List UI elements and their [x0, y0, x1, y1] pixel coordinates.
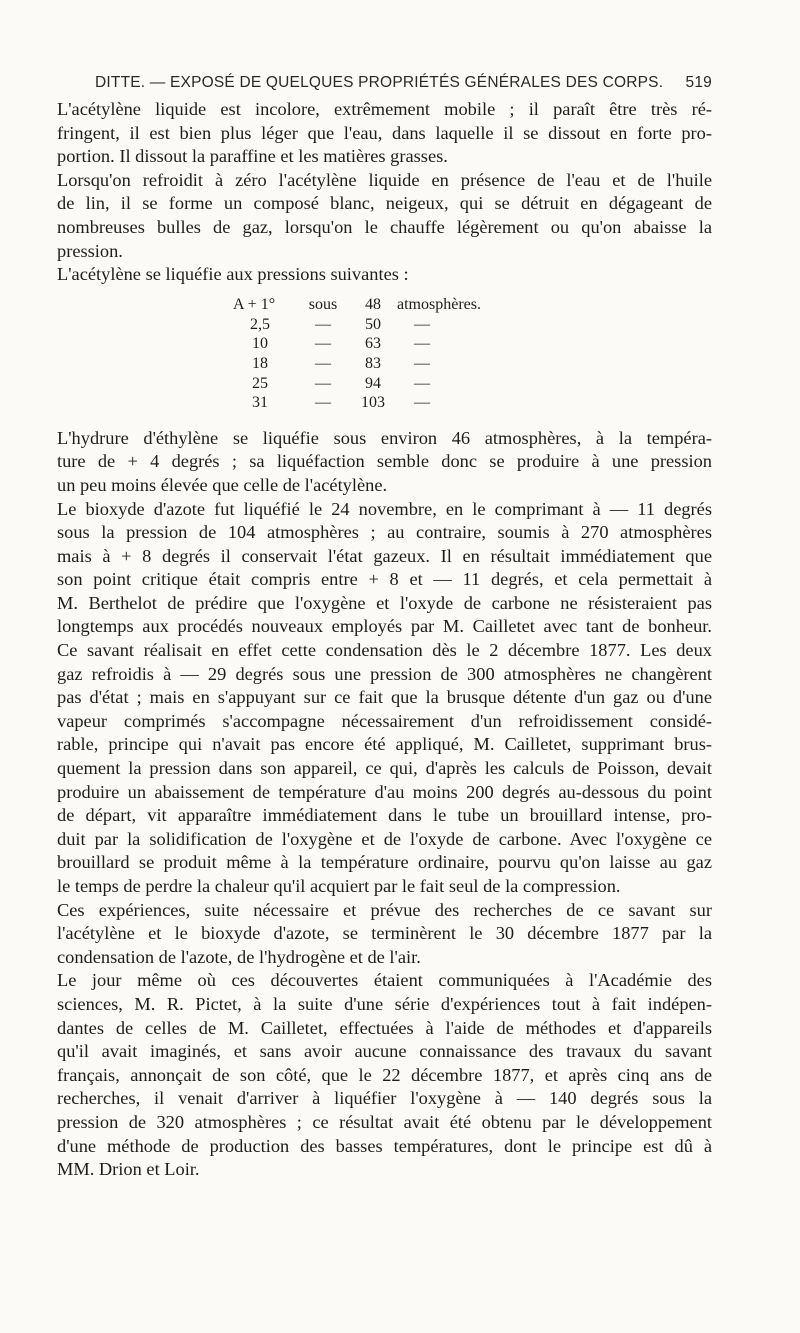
paragraph	[57, 899, 712, 970]
pressure-table	[57, 295, 712, 413]
running-head	[57, 74, 712, 98]
temp-cell: 10	[252, 335, 268, 353]
text-line: Le jour même où ces découvertes étaient communiquées à l'Académie des	[57, 970, 712, 991]
temp-cell: 2,5	[250, 315, 270, 333]
text-line: d'une méthode de production des basses températures, dont le principe est dû à	[57, 1135, 712, 1156]
paragraph	[57, 498, 712, 899]
paragraph	[57, 969, 712, 1181]
text-line: Ces expériences, suite nécessaire et prévue des recherches de ce savant sur	[57, 899, 712, 920]
text-line: le temps de perdre la chaleur qu'il acquiert par le fait seul de la compression.	[57, 876, 621, 896]
text-line: de lin, il se forme un composé blanc, neigeux, qui se détruit en dégageant de	[57, 193, 712, 214]
text-line: qu'il avait imaginés, et sans avoir aucune connaissance des travaux du savant	[57, 1041, 712, 1062]
text-line: recherches, il venait d'arriver à liquéfier l'oxygène à — 140 degrés sous la	[57, 1088, 712, 1109]
text-line: condensation de l'azote, de l'hydrogène et de l'air.	[57, 946, 421, 967]
sep-cell: —	[315, 394, 331, 412]
pressure-table-row	[57, 334, 712, 354]
pressure-table-row	[57, 393, 712, 413]
ditto-cell: —	[414, 335, 430, 353]
ditto-cell: —	[414, 394, 430, 412]
text-line: pas d'état ; mais en s'appuyant sur ce fait que la brusque détente d'un gaz ou d'une	[57, 687, 712, 708]
sep-cell: —	[315, 335, 331, 353]
text-line: son point critique était compris entre + 8 et — 11 degrés, et cela permettait à	[57, 569, 712, 590]
text-line: pression de 320 atmosphères ; ce résultat avait été obtenu par le développement	[57, 1111, 712, 1132]
text-line: produire un abaissement de température d'au moins 200 degrés au-dessous du point	[57, 781, 712, 802]
text-line: quement la pression dans son appareil, ce qui, d'après les calculs de Poisson, devait	[57, 758, 712, 779]
temp-cell: 18	[252, 354, 268, 372]
paragraph	[57, 169, 712, 263]
pressure-table-header	[57, 295, 712, 315]
text-line: français, annonçait de son côté, que le 22 décembre 1877, et après cinq ans de	[57, 1064, 712, 1085]
sep-head: sous	[308, 295, 338, 313]
text-line: mais à + 8 degrés il conservait l'état gazeux. Il en résultait immédiatement que	[57, 545, 712, 566]
text-line: longtemps aux procédés nouveaux employés par M. Cailletet avec tant de bonheur.	[57, 616, 712, 637]
text-line: portion. Il dissout la paraffine et les matières grasses.	[57, 146, 448, 167]
temp-cell: 31	[252, 394, 268, 412]
running-title: DITTE. — EXPOSÉ DE QUELQUES PROPRIÉTÉS GÉNÉRALES DES CORPS.	[95, 74, 664, 91]
pressure-cell: 50	[365, 315, 381, 333]
unit-head: atmosphères.	[397, 295, 481, 313]
paragraph	[57, 98, 712, 169]
ditto-cell: —	[414, 374, 430, 392]
pressure-table-rows	[57, 315, 712, 413]
pressure-table-row	[57, 315, 712, 335]
sep-cell: —	[315, 315, 331, 333]
text-line: L'acétylène se liquéfie aux pressions suivantes :	[57, 264, 409, 285]
text-line: MM. Drion et Loir.	[57, 1159, 200, 1180]
paragraph	[57, 263, 712, 287]
text-line: sous la pression de 104 atmosphères ; au contraire, soumis à 270 atmosphères	[57, 522, 712, 543]
text-line: gaz refroidis à — 29 degrés sous une pression de 300 atmosphères ne changèrent	[57, 663, 712, 684]
body-text-after-table	[57, 427, 712, 1182]
text-line: Ce savant réalisait en effet cette condensation dès le 2 décembre 1877. Les deux	[57, 640, 712, 661]
text-line: L'hydrure d'éthylène se liquéfie sous environ 46 atmosphères, à la tempéra-	[57, 427, 712, 448]
pressure-table-row	[57, 374, 712, 394]
pressure-cell: 103	[361, 394, 385, 412]
text-line: duit par la solidification de l'oxygène et de l'oxyde de carbone. Avec l'oxygène ce	[57, 828, 712, 849]
text-line: vapeur comprimés s'accompagne nécessairement d'un refroidissement considé-	[57, 710, 712, 731]
text-line: un peu moins élevée que celle de l'acétylène.	[57, 474, 388, 495]
text-line: L'acétylène liquide est incolore, extrêmement mobile ; il paraît être très ré-	[57, 99, 712, 119]
ditto-cell: —	[414, 354, 430, 372]
temp-cell: 25	[252, 374, 268, 392]
pressure-cell: 83	[365, 354, 381, 372]
text-line: Lorsqu'on refroidit à zéro l'acétylène liquide en présence de l'eau et de l'huile	[57, 169, 712, 190]
pressure-head: 48	[365, 295, 381, 313]
text-line: pression.	[57, 240, 123, 261]
text-line: Le bioxyde d'azote fut liquéfié le 24 novembre, en le comprimant à — 11 degrés	[57, 498, 712, 519]
paragraph	[57, 427, 712, 498]
text-line: dantes de celles de M. Cailletet, effectuées à l'aide de méthodes et d'appareils	[57, 1017, 712, 1038]
text-line: fringent, il est bien plus léger que l'eau, dans laquelle il se dissout en forte pro-	[57, 122, 712, 143]
sep-cell: —	[315, 374, 331, 392]
text-line: nombreuses bulles de gaz, lorsqu'on le chauffe légèrement ou qu'on abaisse la	[57, 216, 712, 237]
text-line: rable, principe qui n'avait pas encore été appliqué, M. Cailletet, supprimant brus-	[57, 734, 712, 755]
pressure-table-row	[57, 354, 712, 374]
temp-head: A + 1°	[233, 295, 276, 313]
text-line: l'acétylène et le bioxyde d'azote, se terminèrent le 30 décembre 1877 par la	[57, 923, 712, 944]
text-line: M. Berthelot de prédire que l'oxygène et l'oxyde de carbone ne résisteraient pas	[57, 592, 712, 613]
text-line: ture de + 4 degrés ; sa liquéfaction semble donc se produire à une pression	[57, 451, 712, 472]
text-line: brouillard se produit même à la température ordinaire, pourvu qu'on laisse au gaz	[57, 852, 712, 873]
body-text-before-table	[57, 98, 712, 287]
pressure-cell: 63	[365, 335, 381, 353]
text-line: de départ, vit apparaître immédiatement dans le tube un brouillard intense, pro-	[57, 805, 712, 826]
pressure-cell: 94	[365, 374, 381, 392]
text-line: sciences, M. R. Pictet, à la suite d'une série d'expériences tout à fait indépen-	[57, 993, 712, 1014]
ditto-cell: —	[414, 315, 430, 333]
sep-cell: —	[315, 354, 331, 372]
page-number: 519	[685, 74, 712, 91]
